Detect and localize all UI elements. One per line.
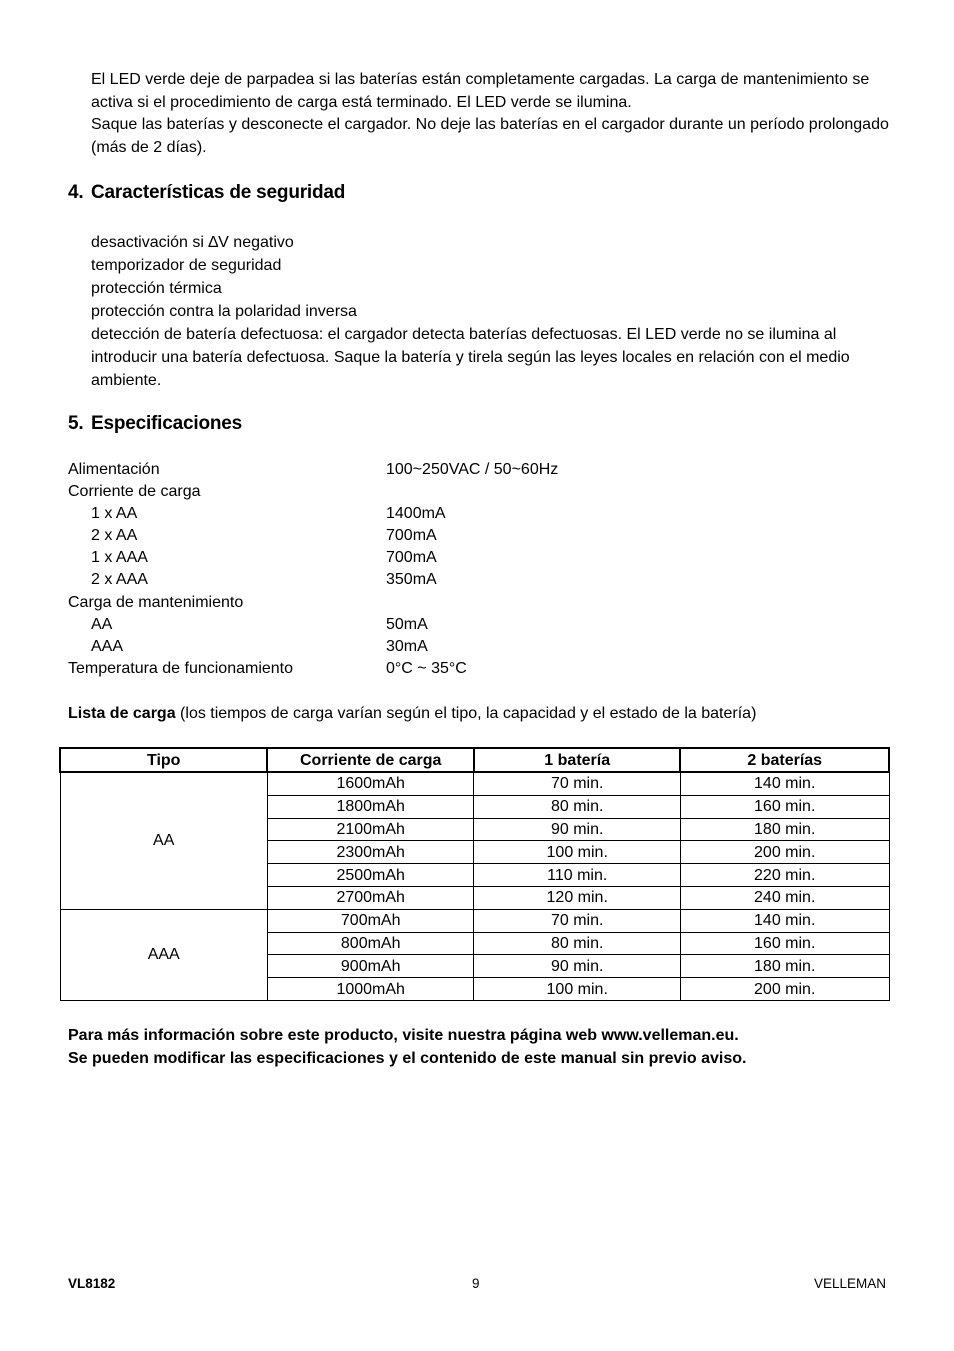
- spec-value: 100~250VAC / 50~60Hz: [386, 461, 559, 478]
- table-cell: 100 min.: [474, 978, 680, 1001]
- spec-row: [68, 547, 668, 569]
- table-cell: 1800mAh: [267, 795, 474, 818]
- table-cell: 160 min.: [680, 932, 889, 955]
- table-header-cell: Corriente de carga: [267, 748, 474, 772]
- table-cell: 80 min.: [474, 932, 680, 955]
- table-cell: 70 min.: [474, 909, 680, 932]
- safety-item: protección térmica: [91, 280, 222, 297]
- footer-brand: VELLEMAN: [813, 1276, 886, 1291]
- safety-item: temporizador de seguridad: [91, 257, 282, 274]
- table-cell: 700mAh: [267, 909, 474, 932]
- specs-heading-title: Especificaciones: [91, 413, 242, 434]
- spec-row: [68, 658, 668, 680]
- spec-row: [68, 592, 668, 614]
- spec-label: 1 x AA: [91, 505, 138, 523]
- spec-value: 50mA: [386, 615, 428, 633]
- table-cell: 80 min.: [474, 795, 680, 818]
- table-header-cell: 2 baterías: [680, 748, 889, 772]
- specs-heading-number: 5.: [68, 413, 84, 434]
- charge-list-caption: [68, 703, 756, 725]
- spec-row: [68, 569, 668, 591]
- safety-heading-title: Características de seguridad: [91, 182, 346, 203]
- table-cell: 180 min.: [680, 955, 889, 978]
- spec-value: 0°C ~ 35°C: [386, 659, 467, 677]
- spec-value: 350mA: [386, 571, 437, 589]
- table-header-cell: 1 batería: [474, 748, 680, 772]
- table-cell: 900mAh: [267, 955, 474, 978]
- table-cell: 240 min.: [680, 886, 889, 909]
- intro-paragraph-1: El LED verde deje de parpadea si las baterías están completamente cargadas. La carga de mantenimiento se activa si el procedimiento de carga está terminado. El LED verde se ilumina.: [91, 71, 870, 111]
- table-cell: 1000mAh: [267, 978, 474, 1001]
- spec-label: Temperatura de funcionamiento: [68, 659, 294, 677]
- footer-model: VL8182: [68, 1276, 116, 1291]
- spec-row: [68, 481, 668, 503]
- product-note-website: Para más información sobre este producto, visite nuestra página web www.velleman.eu.: [68, 1027, 739, 1044]
- spec-label: Corriente de carga: [68, 483, 201, 501]
- spec-row: [68, 636, 668, 658]
- table-cell: 90 min.: [474, 818, 680, 841]
- spec-label: AAA: [91, 637, 124, 655]
- spec-row: [68, 614, 668, 636]
- spec-value: 700mA: [386, 549, 437, 567]
- footer-page-number: 9: [472, 1276, 480, 1291]
- table-cell: 220 min.: [680, 864, 889, 887]
- spec-label: Carga de mantenimiento: [68, 593, 244, 611]
- product-notes: [68, 1024, 746, 1070]
- spec-label: 1 x AAA: [91, 549, 148, 567]
- spec-value: 700mA: [386, 527, 437, 545]
- table-header-row: [60, 748, 889, 772]
- spec-label: Alimentación: [68, 461, 160, 478]
- table-cell: 2100mAh: [267, 818, 474, 841]
- table-header-cell: Tipo: [60, 748, 267, 772]
- safety-list: [91, 231, 881, 392]
- table-cell: 200 min.: [680, 841, 889, 864]
- battery-type-cell: AAA: [60, 909, 267, 1000]
- safety-item: detección de batería defectuosa: el cargador detecta baterías defectuosas. El LED verde no se ilumina al introducir una batería defectuosa. Saque la batería y tirela según las leyes locales en relación con el medio ambiente.: [91, 326, 850, 389]
- charge-list-caption-bold: Lista de carga: [68, 705, 176, 722]
- table-cell: 120 min.: [474, 886, 680, 909]
- table-cell: 100 min.: [474, 841, 680, 864]
- spec-label: 2 x AA: [91, 527, 138, 545]
- table-cell: 70 min.: [474, 772, 680, 795]
- intro-paragraph-2: Saque las baterías y desconecte el cargador. No deje las baterías en el cargador durante un período prolongado (más de 2 días).: [91, 116, 889, 156]
- table-row: [60, 909, 889, 932]
- table-cell: 2700mAh: [267, 886, 474, 909]
- table-cell: 140 min.: [680, 909, 889, 932]
- table-cell: 90 min.: [474, 955, 680, 978]
- safety-item: protección contra la polaridad inversa: [91, 303, 357, 320]
- intro-text: [91, 69, 891, 159]
- table-cell: 800mAh: [267, 932, 474, 955]
- table-cell: 2300mAh: [267, 841, 474, 864]
- table-cell: 2500mAh: [267, 864, 474, 887]
- safety-heading-number: 4.: [68, 182, 84, 203]
- battery-type-cell: AA: [60, 772, 267, 909]
- spec-label: 2 x AAA: [91, 571, 148, 589]
- spec-row: [68, 459, 668, 481]
- table-cell: 110 min.: [474, 864, 680, 887]
- charge-table: [59, 747, 890, 1001]
- table-cell: 200 min.: [680, 978, 889, 1001]
- safety-item: desactivación si ∆V negativo: [91, 234, 294, 251]
- table-cell: 160 min.: [680, 795, 889, 818]
- table-cell: 140 min.: [680, 772, 889, 795]
- spec-row: [68, 503, 668, 525]
- spec-value: 1400mA: [386, 505, 446, 523]
- table-cell: 180 min.: [680, 818, 889, 841]
- product-note-disclaimer: Se pueden modificar las especificaciones y el contenido de este manual sin previo aviso.: [68, 1050, 747, 1067]
- spec-label: AA: [91, 615, 113, 633]
- table-cell: 1600mAh: [267, 772, 474, 795]
- charge-list-caption-rest: (los tiempos de carga varían según el tipo, la capacidad y el estado de la batería): [175, 705, 757, 722]
- specs-list: [68, 459, 668, 680]
- spec-row: [68, 525, 668, 547]
- table-row: [60, 772, 889, 795]
- safety-heading: [68, 182, 345, 204]
- specs-heading: [68, 413, 242, 435]
- spec-value: 30mA: [386, 637, 428, 655]
